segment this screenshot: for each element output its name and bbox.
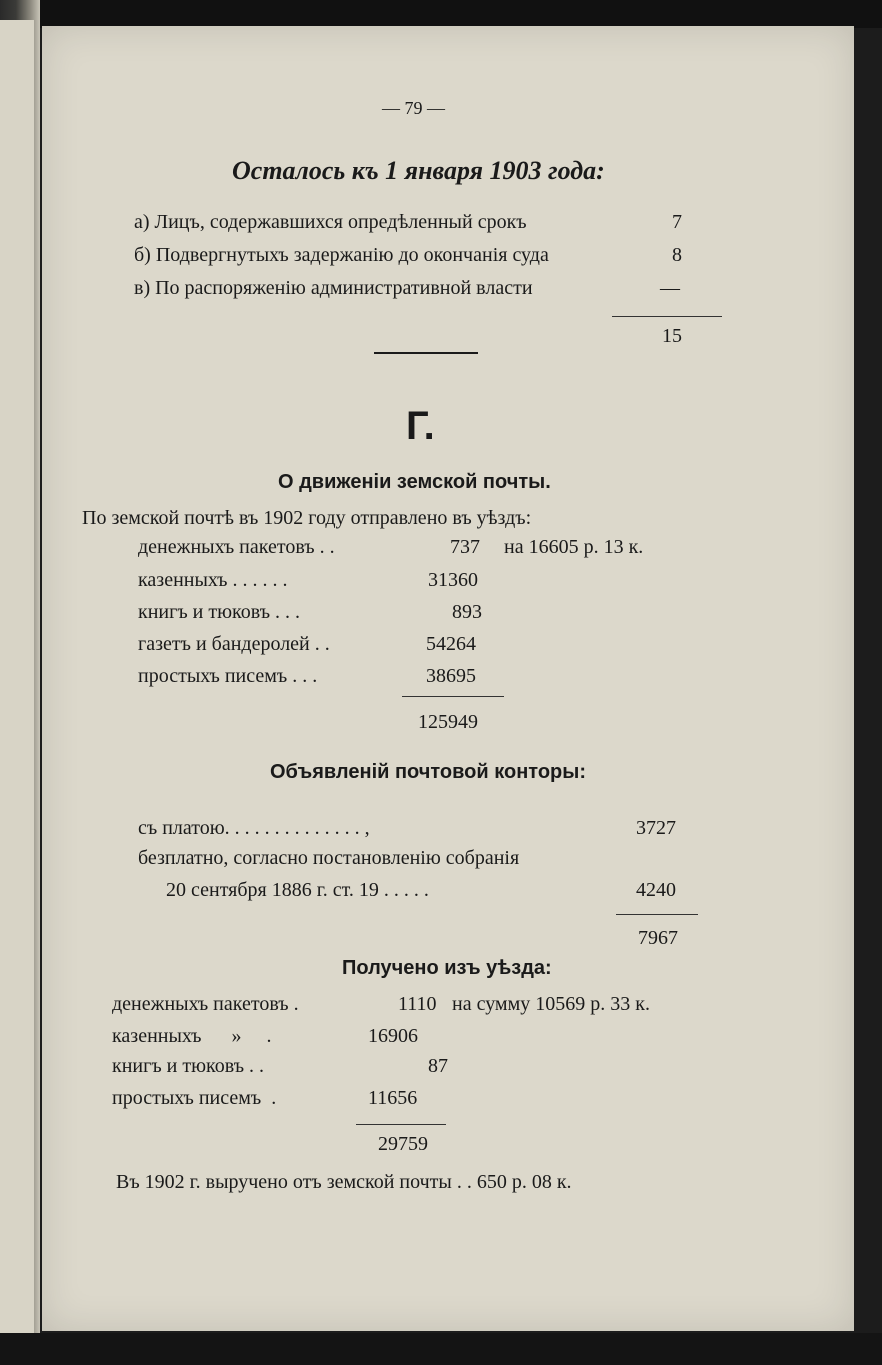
- post-sent-label: газетъ и бандеролей . .: [138, 633, 330, 655]
- post-heading: О движеніи земской почты.: [278, 471, 551, 493]
- received-total: 29759: [378, 1133, 428, 1155]
- received-item-value: 1110: [398, 993, 437, 1015]
- post-sent-total: 125949: [418, 711, 478, 733]
- page-number: — 79 —: [382, 98, 445, 118]
- remaining-total-rule: [612, 316, 722, 317]
- post-sent-extra: на 16605 р. 13 к.: [504, 536, 644, 558]
- post-sent-value: 737: [450, 536, 480, 558]
- received-item-label: денежныхъ пакетовъ .: [112, 993, 299, 1015]
- ads-total-rule: [616, 914, 698, 915]
- post-sent-value: 38695: [426, 665, 476, 687]
- document-page: [42, 26, 854, 1331]
- footer-revenue-line: Въ 1902 г. выручено отъ земской почты . . 650 р. 08 к.: [116, 1171, 572, 1193]
- adjacent-page-edge: [0, 20, 34, 1340]
- received-item-label: простыхъ писемъ .: [112, 1087, 277, 1109]
- received-item-value: 16906: [368, 1025, 418, 1047]
- ads-free-value: 4240: [636, 879, 676, 901]
- post-intro: По земской почтѣ въ 1902 году отправлено въ уѣздъ:: [82, 507, 532, 529]
- received-heading: Получено изъ уѣзда:: [342, 957, 552, 979]
- remaining-total: 15: [662, 325, 682, 347]
- ads-heading: Объявленій почтовой конторы:: [270, 761, 586, 783]
- ads-paid-value: 3727: [636, 817, 676, 839]
- received-item-extra: на сумму 10569 р. 33 к.: [452, 993, 650, 1015]
- post-sent-label: книгъ и тюковъ . . .: [138, 601, 301, 623]
- received-item-value: 87: [428, 1055, 448, 1077]
- remaining-item-b-value: 8: [672, 244, 682, 266]
- post-sent-value: 31360: [428, 569, 478, 591]
- scan-top-border: [0, 0, 882, 28]
- ads-free-label: безплатно, согласно постановленію собранія: [138, 847, 520, 869]
- section-divider: [374, 352, 478, 354]
- remaining-heading: Осталось къ 1 января 1903 года:: [232, 156, 605, 185]
- post-sent-label: казенныхъ . . . . . .: [138, 569, 288, 591]
- ads-free-label-cont: 20 сентября 1886 г. ст. 19 . . . . .: [166, 879, 429, 901]
- received-total-rule: [356, 1124, 446, 1125]
- section-letter: Г.: [406, 404, 435, 448]
- remaining-item-a-label: а) Лицъ, содержавшихся опредѣленный срокъ: [134, 211, 527, 233]
- received-item-label: казенныхъ » .: [112, 1025, 272, 1047]
- remaining-item-a-value: 7: [672, 211, 682, 233]
- post-sent-label: денежныхъ пакетовъ . .: [138, 536, 335, 558]
- ads-paid-label: съ платою. . . . . . . . . . . . . . ,: [138, 817, 370, 839]
- ads-total: 7967: [638, 927, 678, 949]
- received-item-value: 11656: [368, 1087, 418, 1109]
- remaining-item-c-label: в) По распоряженію административной власти: [134, 277, 533, 299]
- post-sent-label: простыхъ писемъ . . .: [138, 665, 318, 687]
- post-total-rule: [402, 696, 504, 697]
- remaining-item-c-value: —: [660, 277, 680, 299]
- received-item-label: книгъ и тюковъ . .: [112, 1055, 265, 1077]
- scan-bottom-border: [0, 1333, 882, 1365]
- post-sent-value: 893: [452, 601, 482, 623]
- remaining-item-b-label: б) Подвергнутыхъ задержанію до окончанія суда: [134, 244, 549, 266]
- post-sent-value: 54264: [426, 633, 476, 655]
